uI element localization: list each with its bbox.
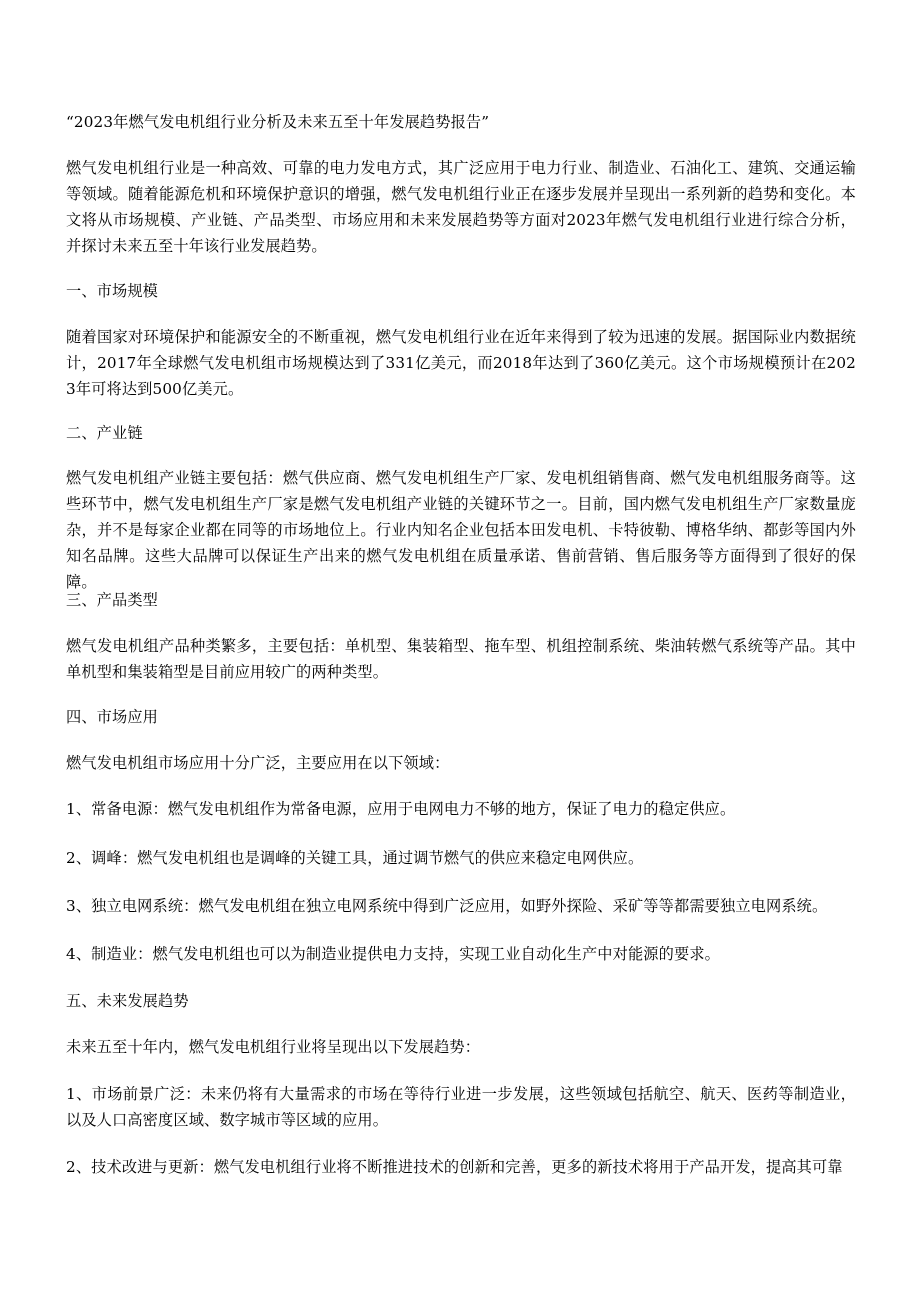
list-item: 3、独立电网系统：燃气发电机组在独立电网系统中得到广泛应用，如野外探险、采矿等等都需要独立电网系统。 bbox=[66, 897, 828, 915]
section-heading-product-types: 三、产品类型 bbox=[66, 591, 159, 609]
list-item: 1、常备电源：燃气发电机组作为常备电源，应用于电网电力不够的地方，保证了电力的稳定供应。 bbox=[66, 800, 736, 818]
section-body-future-trends: 未来五至十年内，燃气发电机组行业将呈现出以下发展趋势： bbox=[66, 1038, 481, 1056]
section-heading-industry-chain: 二、产业链 bbox=[66, 424, 143, 442]
section-body-market-applications: 燃气发电机组市场应用十分广泛，主要应用在以下领域： bbox=[66, 754, 450, 772]
section-heading-future-trends: 五、未来发展趋势 bbox=[66, 992, 189, 1010]
section-body-product-types: 燃气发电机组产品种类繁多，主要包括：单机型、集装箱型、拖车型、机组控制系统、柴油转燃气系统等产品。其中单机型和集装箱型是目前应用较广的两种类型。 bbox=[66, 637, 856, 681]
section-body-industry-chain: 燃气发电机组产业链主要包括：燃气供应商、燃气发电机组生产厂家、发电机组销售商、燃气发电机组服务商等。这些环节中，燃气发电机组生产厂家是燃气发电机组产业链的关键环节之一。目前，国内燃气发电机组生产厂家数量庞杂，并不是每家企业都在同等的市场地位上。行业内知名企业包括本田发电机、卡特彼勒、博格华纳、都彭等国内外知名品牌。这些大品牌可以保证生产出来的燃气发电机组在质量承诺、售前营销、售后服务等方面得到了很好的保障。 bbox=[66, 469, 856, 591]
list-item: 2、调峰：燃气发电机组也是调峰的关键工具，通过调节燃气的供应来稳定电网供应。 bbox=[66, 849, 644, 867]
list-item: 1、市场前景广泛：未来仍将有大量需求的市场在等待行业进一步发展，这些领域包括航空、航天、医药等制造业，以及人口高密度区域、数字城市等区域的应用。 bbox=[66, 1085, 856, 1129]
list-item: 2、技术改进与更新：燃气发电机组行业将不断推进技术的创新和完善，更多的新技术将用于产品开发，提高其可靠 bbox=[66, 1158, 843, 1176]
section-body-market-size: 随着国家对环境保护和能源安全的不断重视，燃气发电机组行业在近年来得到了较为迅速的发展。据国际业内数据统计，2017年全球燃气发电机组市场规模达到了331亿美元，而2018年达到了360亿美元。这个市场规模预计在2023年可将达到500亿美元。 bbox=[66, 328, 856, 398]
intro-paragraph: 燃气发电机组行业是一种高效、可靠的电力发电方式，其广泛应用于电力行业、制造业、石油化工、建筑、交通运输等领域。随着能源危机和环境保护意识的增强，燃气发电机组行业正在逐步发展并呈现出一系列新的趋势和变化。本文将从市场规模、产业链、产品类型、市场应用和未来发展趋势等方面对2023年燃气发电机组行业进行综合分析，并探讨未来五至十年该行业发展趋势。 bbox=[66, 159, 856, 255]
section-heading-market-applications: 四、市场应用 bbox=[66, 708, 159, 726]
section-heading-market-size: 一、市场规模 bbox=[66, 282, 159, 300]
list-item: 4、制造业：燃气发电机组也可以为制造业提供电力支持，实现工业自动化生产中对能源的要求。 bbox=[66, 945, 720, 963]
document-title: “2023年燃气发电机组行业分析及未来五至十年发展趋势报告” bbox=[66, 113, 490, 131]
